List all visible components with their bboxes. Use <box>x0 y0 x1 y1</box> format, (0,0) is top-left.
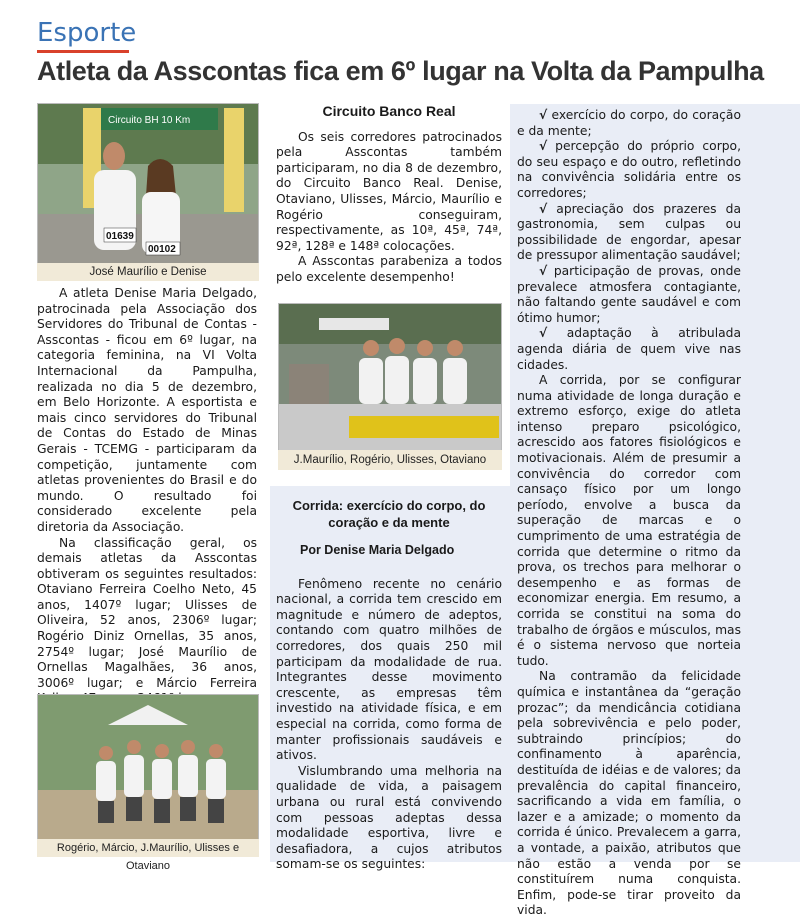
photo-group-five <box>37 694 259 840</box>
headline: Atleta da Asscontas fica em 6º lugar na Volta da Pampulha <box>37 56 764 86</box>
photo-caption: J.Maurílio, Rogério, Ulisses, Otaviano <box>278 450 502 470</box>
check-icon: √ <box>539 263 548 278</box>
paragraph: A atleta Denise Maria Delgado, patrocinada pela Associação dos Servidores do Tribunal de Contas - Asscontas - ficou em 6º lugar, na categoria feminina, na VI Volta Internacional da Pampulha, realizada no dia 5 de dezembro, em Belo Horizonte. A esportista e mais cinco servidores do Tribunal de Contas do Estado de Minas Gerais - TCEMG - participaram da competição, juntamente com atletas provenientes do Brasil e do mundo. O resultado foi considerado excelente pela diretoria da Associação. <box>37 286 257 534</box>
article-byline: Por Denise Maria Delgado <box>300 543 455 557</box>
check-icon: √ <box>539 108 548 122</box>
paragraph: Os seis corredores patrocinados pela Asscontas também participaram, no dia 8 de dezembro, do Circuito Banco Real. Denise, Otaviano, Ulisses, Márcio, Maurílio e Rogério conseguiram, respectivamente, as 10ª, 45ª, 74ª, 92ª, 128ª e 148ª colocações. <box>276 129 502 253</box>
section-label: Esporte <box>37 18 137 48</box>
photo-jose-denise <box>37 103 259 264</box>
check-icon: √ <box>539 139 548 154</box>
paragraph: Na classificação geral, os demais atletas da Asscontas obtiveram os seguintes resultados: Otaviano Ferreira Coelho Neto, 45 anos, 1407º lugar; Ulisses de Oliveira, 52 anos, 2306º lugar; Rogério Diniz Ornellas, 35 anos, 2754º lugar; José Maurílio de Ornellas Magalhães, 36 anos, 3006º lugar; e Márcio Ferreira <box>37 535 257 690</box>
paragraph: Fenômeno recente no cenário nacional, a corrida tem crescido em magnitude e número de adeptos, contando com quatro milhões de corredores, dos quais 250 mil participam da modalidade de rua. Integrantes desse movimento crescente, as empresas têm investido na atividade física, e em especial na corrida, como forma de manter profissionais saudáveis e ativos. <box>276 576 502 763</box>
check-icon: √ <box>539 326 548 341</box>
circuit-section <box>276 104 502 286</box>
bullet-item: √ percepção do próprio corpo, do seu espaço e do outro, refletindo na convivência solidária entre os corredores; <box>517 139 741 200</box>
running-article-continued <box>517 108 741 919</box>
section-underline <box>37 50 129 53</box>
bullet-item: √ apreciação dos prazeres da gastronomia, sem culpas ou possibilidade de engordar, apesar de pressupor alimentação saudável; <box>517 201 741 263</box>
photo-four-runners <box>278 303 502 451</box>
bullet-item: √ adaptação à atribulada agenda diária de quem vive nas cidades. <box>517 326 741 372</box>
paragraph: Vislumbrando uma melhoria na qualidade de vida, a paisagem urbana ou rural está convivendo com pessoas adeptas dessa modalidade esportiva, livre e desafiadora, a cujos atributos somam-se os seguintes: <box>276 763 502 872</box>
running-article <box>276 497 502 873</box>
bib-2: 00102 <box>148 244 176 255</box>
bullet-item: √ exercício do corpo, do coração e da mente; <box>517 108 741 138</box>
check-icon: √ <box>539 201 548 216</box>
bib-1: 01639 <box>106 231 134 242</box>
bullet-item: √ participação de provas, onde prevalece atmosfera contagiante, não faltando gente saudável e com ótimo humor; <box>517 263 741 325</box>
paragraph: A corrida, por se configurar numa atividade de longa duração e extremo esforço, exige do atleta intenso preparo psicológico, acrescido aos fatores fisiológicos e motivacionais. Além de presumir a convivência do corredor com cansaço físico por um longo período, envolve a busca da superação de marcas e o cumprimento de uma estratégia de corrida que determine o ritmo da prova, os trechos para melhorar o desempenho e as formas de economizar energia. Em resumo, a corrida se constitui na soma do trabalho de órgãos e músculos, mas é o sistema nervoso que norteia tudo. <box>517 373 741 668</box>
paragraph: Na contramão da felicidade química e instantânea da “geração prozac”; da mendicância cotidiana pela sobrevivência e pelo poder, subtraindo princípios; do confinamento à aparência, destituída de idéias e de valores; da prevalência do capital financeiro, sacrificando a vida em família, o lazer e a amizade; o momento da corrida é único. Prevalecem a garra, a vontade, a paixão, atributos que não estão a venda por se constituírem numa conquista. Enfim, pode-se tirar proveito da vida. <box>517 669 741 918</box>
photo-caption: Rogério, Márcio, J.Maurílio, Ulisses e Otaviano <box>37 839 259 857</box>
article-intro <box>37 286 257 707</box>
article-title: Corrida: exercício do corpo, do coração e da mente <box>292 498 486 530</box>
circuit-title: Circuito Banco Real <box>322 103 456 119</box>
photo-caption: José Maurílio e Denise <box>37 263 259 281</box>
paragraph: A Asscontas parabeniza a todos pelo excelente desempenho! <box>276 254 502 284</box>
banner-text: Circuito BH 10 Km <box>108 115 191 126</box>
